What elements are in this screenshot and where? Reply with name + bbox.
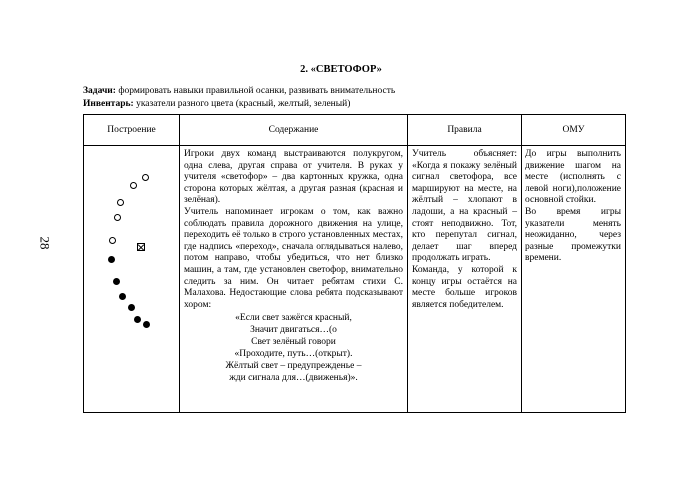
header-rules: Правила (408, 115, 522, 146)
poem-line: Жёлтый свет – предупрежденье – (225, 361, 362, 372)
header-formation: Построение (84, 115, 180, 146)
formation-diagram (84, 146, 179, 412)
poem-line: «Если свет зажёгся красный, (235, 313, 352, 324)
body-row (84, 146, 626, 413)
equipment-line (83, 99, 350, 109)
omu-paragraph: До игры выполнить движение шагом на месте (исполнять с левой ноги),положение основной стойки. (525, 149, 621, 206)
player-solid-marker (108, 256, 115, 263)
player-hollow-marker (114, 214, 121, 221)
player-solid-marker (143, 321, 150, 328)
tasks-label: Задачи: (83, 86, 116, 96)
player-hollow-marker (142, 174, 149, 181)
game-table (83, 114, 626, 413)
tasks-line (83, 86, 395, 96)
content-paragraph: Учитель напоминает игрокам о том, как важно соблюдать правила дорожного движения на улице, переходить её только в строго установленных местах, где надпись «переход», сначала оглядываться налево, потом направо, чтобы убедиться, что нет близко машин, а там, где установлен светофор, внимательно следить за ним. Он читает ребятам стихи С. Малахова. Недостающие слова ребята подсказывают хором: (184, 206, 403, 310)
player-solid-marker (119, 293, 126, 300)
poem-line: «Проходите, путь…(открыт). (234, 349, 353, 360)
player-solid-marker (128, 304, 135, 311)
equipment-text: указатели разного цвета (красный, желтый, зеленый) (133, 99, 351, 109)
equipment-label: Инвентарь: (83, 99, 134, 109)
tasks-text: формировать навыки правильной осанки, развивать внимательность (115, 86, 396, 96)
rules-paragraph: Учитель объясняет: «Когда я покажу зелёный сигнал светофора, все маршируют на месте, на жёлтый – хлопают в ладоши, а на красный – стоят неподвижно. Тот, кто перепутал сигнал, делает шаг вперед продолжать играть. (412, 149, 517, 264)
player-hollow-marker (130, 182, 137, 189)
content-cell (180, 146, 408, 413)
content-paragraph: Игроки двух команд выстраиваются полукругом, одна слева, другая справа от учителя. В руках у учителя «светофор» – два картонных кружка, одна сторона которых жёлтая, а другая разная (красная и зелёная). (184, 149, 403, 206)
poem-line: Значит двигаться…(о (250, 325, 337, 336)
player-solid-marker (134, 316, 141, 323)
omu-cell (522, 146, 626, 413)
rules-cell (408, 146, 522, 413)
game-title: 2. «СВЕТОФОР» (300, 64, 382, 75)
header-content: Содержание (180, 115, 408, 146)
header-row (84, 115, 626, 146)
poem-line: жди сигнала для…(движенья)». (229, 373, 358, 384)
header-omu: ОМУ (522, 115, 626, 146)
player-hollow-marker (117, 199, 124, 206)
poem (184, 312, 403, 384)
rules-paragraph: Команда, у которой к концу игры остаётся на месте больше игроков является победителем. (412, 264, 517, 310)
formation-cell (84, 146, 180, 413)
omu-paragraph: Во время игры указатели менять неожиданно, через разные промежутки времени. (525, 206, 621, 264)
player-solid-marker (113, 278, 120, 285)
teacher-marker (137, 243, 145, 251)
page-number: 28 (37, 236, 53, 250)
player-hollow-marker (109, 237, 116, 244)
poem-line: Свет зелёный говори (251, 337, 336, 348)
